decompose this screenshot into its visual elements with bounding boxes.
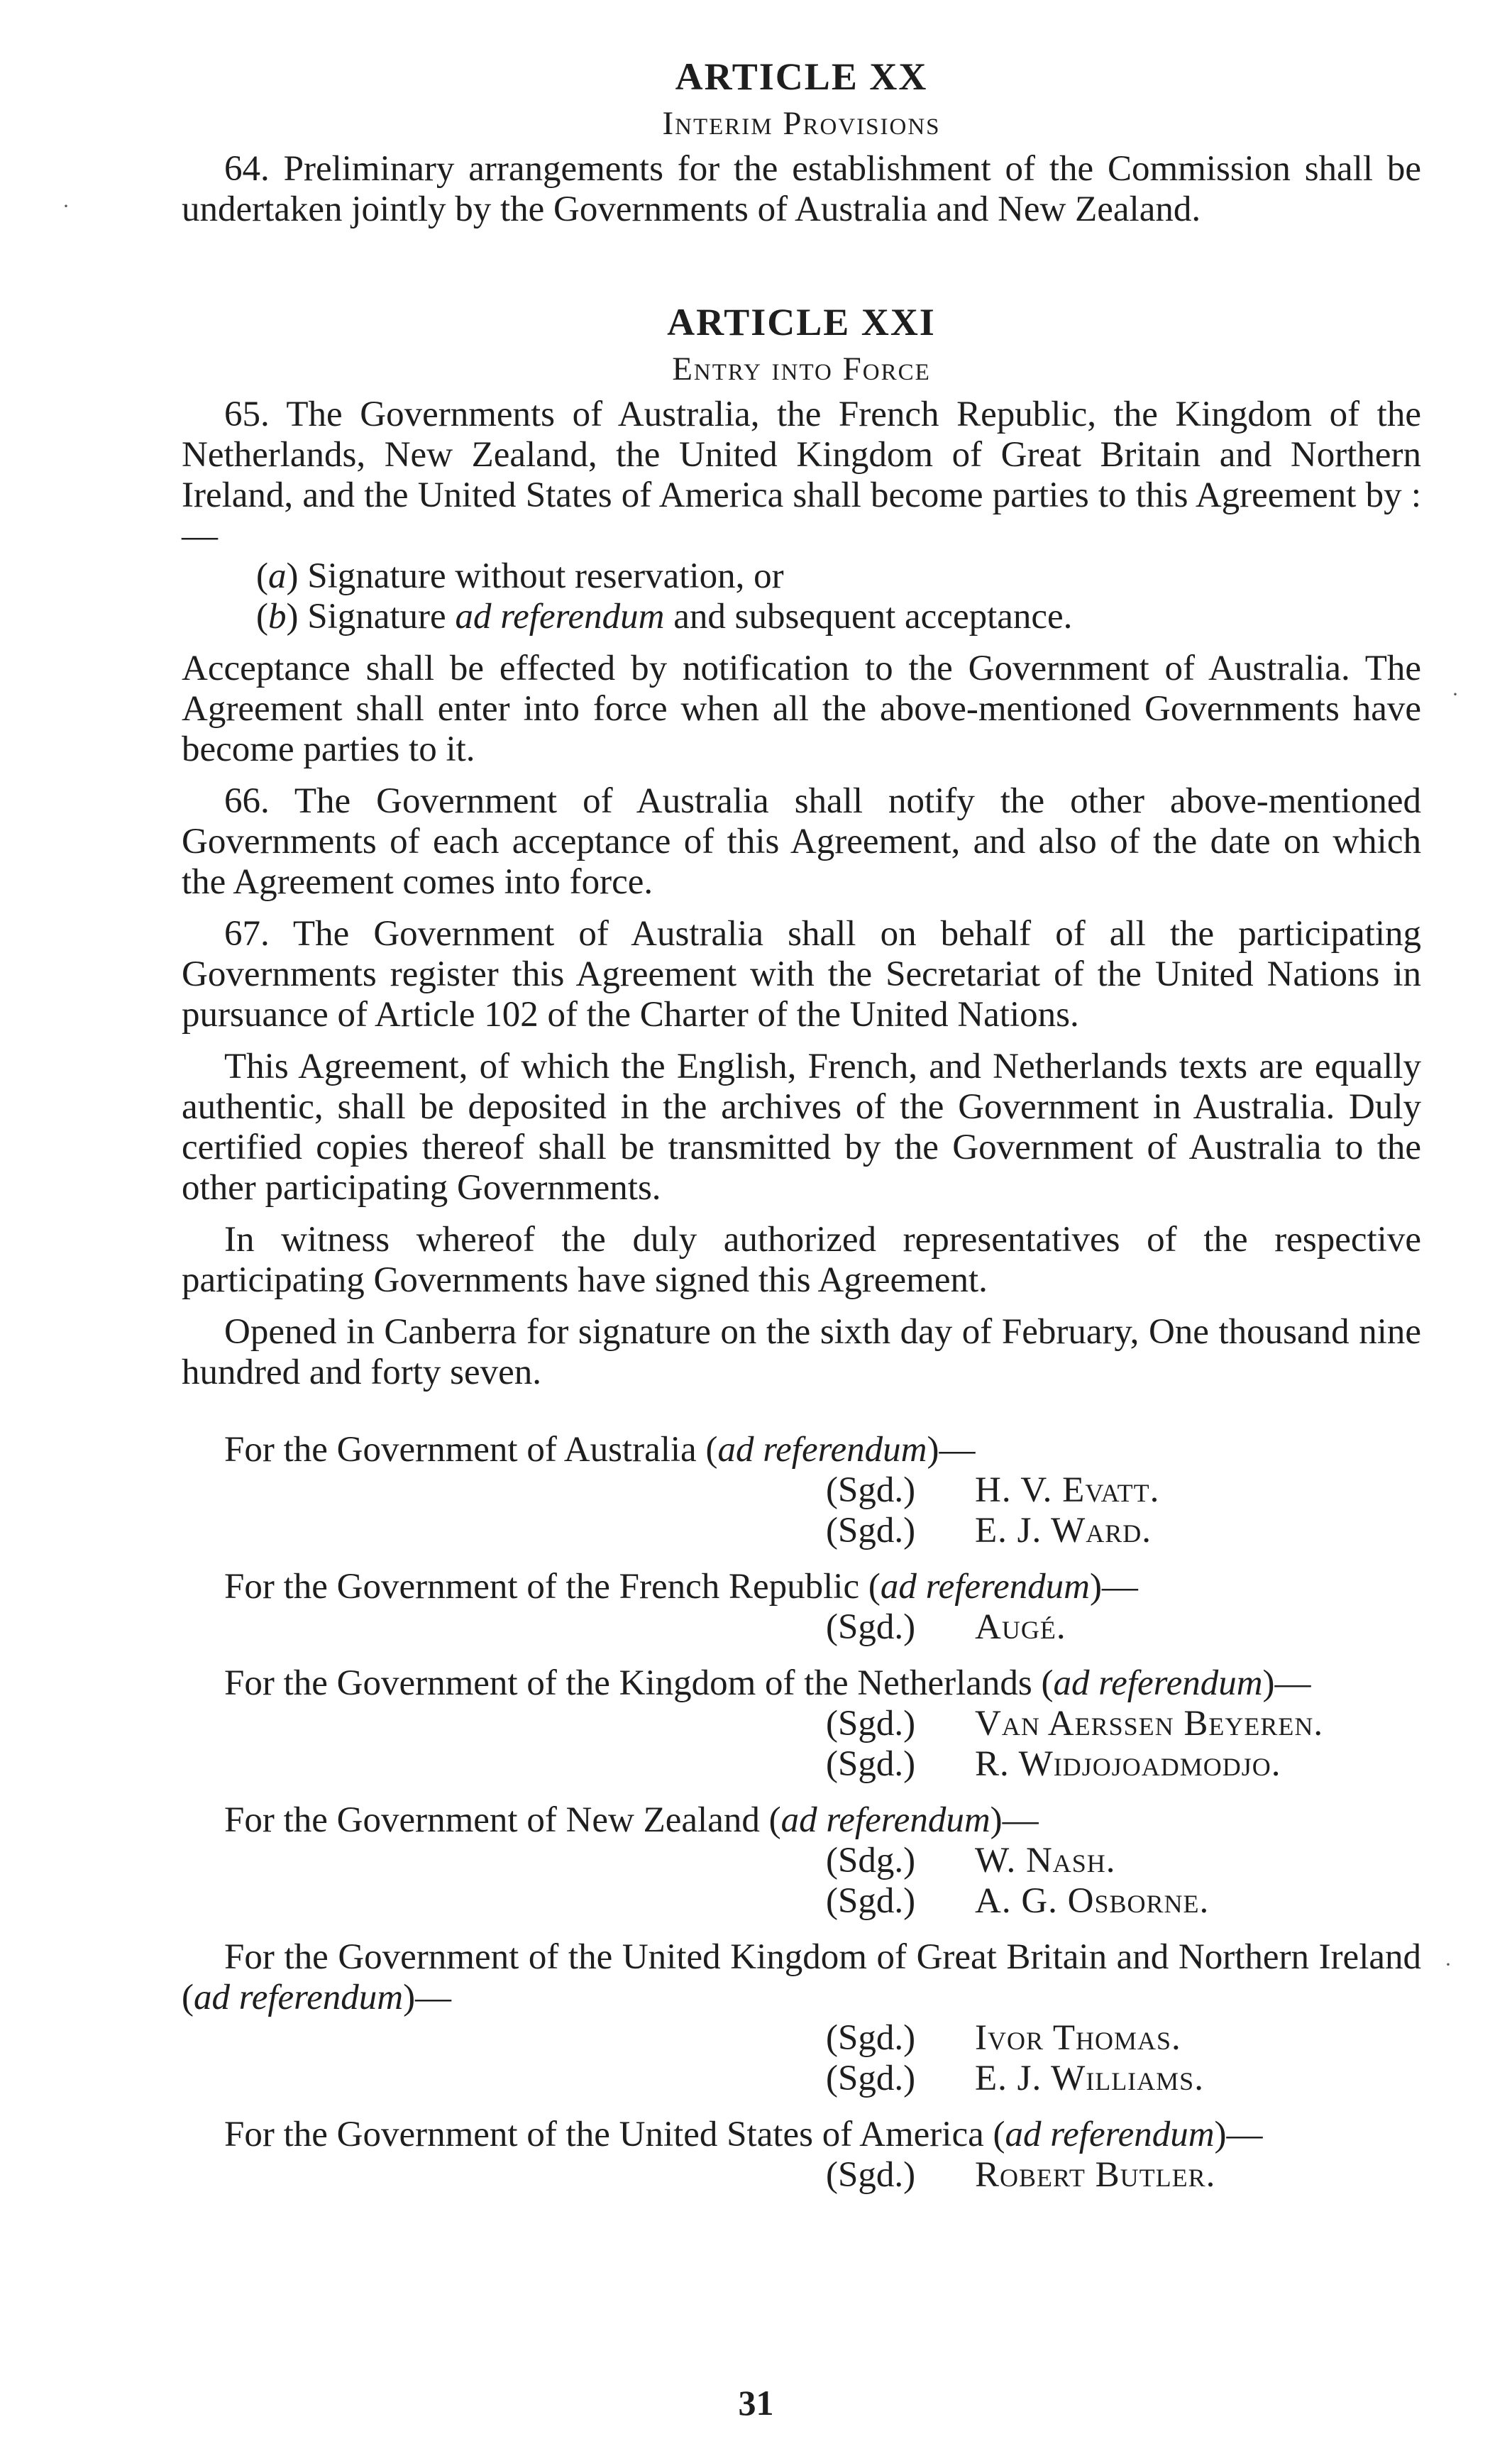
list-marker-a: a bbox=[267, 556, 287, 596]
signer-name: Van Aerssen Beyeren. bbox=[975, 1704, 1324, 1744]
page-number: 31 bbox=[738, 2383, 774, 2423]
signer-line: (Sgd.) E. J. Ward. bbox=[826, 1511, 1152, 1551]
signer-name: Ivor Thomas. bbox=[975, 2018, 1181, 2058]
opened-paragraph: Opened in Canberra for signature on the sixth day of February, One thousand nine hundred and forty seven. bbox=[182, 1312, 1421, 1392]
scan-speck: · bbox=[1445, 1953, 1452, 1976]
signer-line: (Sdg.) W. Nash. bbox=[826, 1841, 1116, 1880]
list-text-b-before: Signature bbox=[307, 597, 456, 637]
signatory-heading: For the Government of the French Republic (ad referendum)— bbox=[224, 1567, 1138, 1607]
signer-line: (Sgd.) A. G. Osborne. bbox=[826, 1881, 1210, 1921]
signature-block bbox=[182, 1430, 1421, 2196]
signer-line: (Sgd.) R. Widjojoadmodjo. bbox=[826, 1744, 1281, 1784]
signer-name: A. G. Osborne. bbox=[975, 1881, 1210, 1921]
list-text-a: Signature without reservation, or bbox=[307, 556, 784, 596]
article-xxi-subtitle: Entry into Force bbox=[672, 351, 931, 387]
list-item-b: (b) Signature ad referendum and subsequent acceptance. bbox=[256, 597, 1073, 637]
signatory-new-zealand bbox=[182, 1800, 1421, 1922]
signatory-heading: For the Government of the United States of America (ad referendum)— bbox=[224, 2115, 1263, 2154]
paragraph-67: 67. The Government of Australia shall on behalf of all the participating Governments register this Agreement with the Secretariat of the United Nations in pursuance of Article 102 of the Charter of the United Nations. bbox=[182, 914, 1421, 1035]
paragraph-66: 66. The Government of Australia shall notify the other above-mentioned Governments of each acceptance of this Agreement, and also of the date on which the Agreement comes into force. bbox=[182, 781, 1421, 902]
signatory-netherlands bbox=[182, 1663, 1421, 1785]
deposit-paragraph: This Agreement, of which the English, French, and Netherlands texts are equally authentic, shall be deposited in the archives of the Government in Australia. Duly certified copies thereof shall be transmitted by the Government of Australia to the other participating Governments. bbox=[182, 1047, 1421, 1208]
signer-line: (Sgd.) Van Aerssen Beyeren. bbox=[826, 1704, 1324, 1744]
signer-name: E. J. Ward. bbox=[975, 1511, 1152, 1551]
signer-name: Augé. bbox=[975, 1607, 1066, 1647]
article-xxi-title: ARTICLE XXI bbox=[667, 301, 936, 343]
scan-speck: · bbox=[1452, 683, 1459, 706]
signer-line: (Sgd.) Robert Butler. bbox=[826, 2155, 1216, 2195]
article-xx-subtitle: Interim Provisions bbox=[662, 105, 941, 142]
signatory-france bbox=[182, 1567, 1421, 1648]
paragraph-64: 64. Preliminary arrangements for the establishment of the Commission shall be undertaken jointly by the Governments of Australia and New Zealand. bbox=[182, 149, 1421, 229]
list-marker-b: b bbox=[267, 597, 287, 637]
signer-line: (Sgd.) H. V. Evatt. bbox=[826, 1470, 1160, 1510]
signer-name: E. J. Williams. bbox=[975, 2059, 1204, 2098]
paragraph-65: 65. The Governments of Australia, the French Republic, the Kingdom of the Netherlands, New Zealand, the United Kingdom of Great Britain and Northern Ireland, and the United States of America shall become parties to this Agreement by :— bbox=[182, 395, 1421, 556]
list-text-b-after: and subsequent acceptance. bbox=[664, 597, 1073, 637]
list-text-b-italic: ad referendum bbox=[455, 597, 665, 637]
scan-speck: · bbox=[62, 194, 70, 218]
signer-name: H. V. Evatt. bbox=[975, 1470, 1160, 1510]
signatory-heading: For the Government of the United Kingdom of Great Britain and Northern Ireland (ad referendum)— bbox=[182, 1937, 1421, 2017]
signer-line: (Sgd.) Ivor Thomas. bbox=[826, 2018, 1181, 2058]
signatory-united-kingdom bbox=[182, 1937, 1421, 2099]
signer-name: Robert Butler. bbox=[975, 2155, 1216, 2195]
signatory-heading: For the Government of Australia (ad referendum)— bbox=[224, 1430, 976, 1470]
signer-name: R. Widjojoadmodjo. bbox=[975, 1744, 1281, 1784]
signatory-united-states bbox=[182, 2115, 1421, 2196]
signer-line: (Sgd.) Augé. bbox=[826, 1607, 1066, 1647]
list-item-a: (a) Signature without reservation, or bbox=[256, 556, 784, 596]
article-xx-title: ARTICLE XX bbox=[675, 55, 928, 98]
acceptance-paragraph: Acceptance shall be effected by notification to the Government of Australia. The Agreement shall enter into force when all the above-mentioned Governments have become parties to it. bbox=[182, 649, 1421, 769]
signer-line: (Sgd.) E. J. Williams. bbox=[826, 2059, 1204, 2098]
signer-name: W. Nash. bbox=[975, 1841, 1116, 1880]
signatory-australia bbox=[182, 1430, 1421, 1551]
signatory-heading: For the Government of the Kingdom of the Netherlands (ad referendum)— bbox=[224, 1663, 1311, 1703]
signatory-heading: For the Government of New Zealand (ad referendum)— bbox=[224, 1800, 1039, 1840]
witness-paragraph: In witness whereof the duly authorized representatives of the respective participating Governments have signed this Agreement. bbox=[182, 1220, 1421, 1300]
